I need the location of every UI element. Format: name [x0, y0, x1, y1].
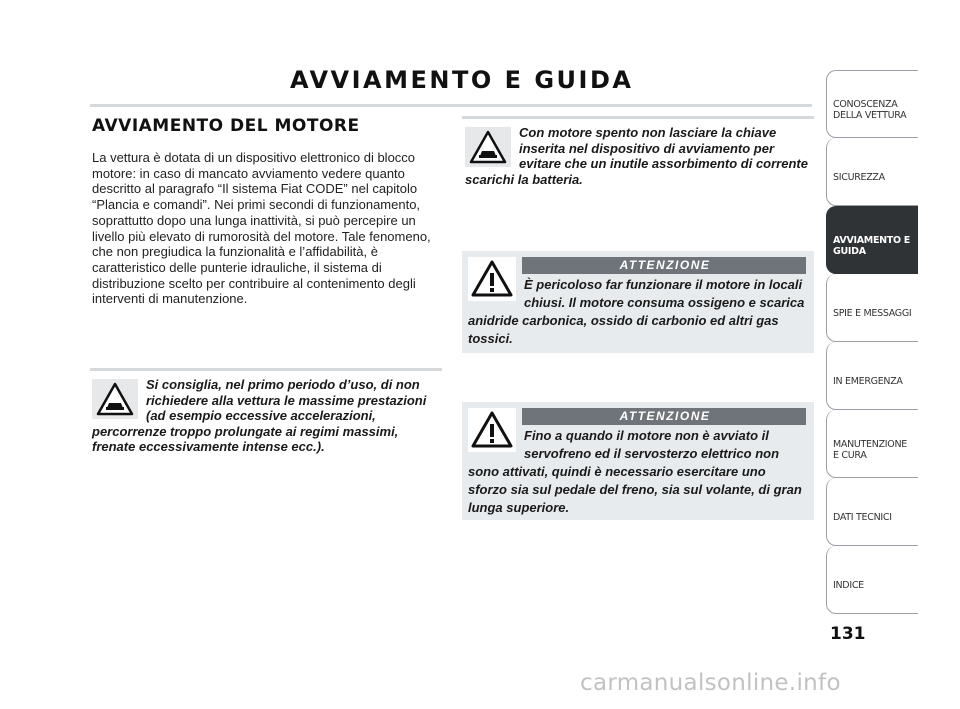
warning-label: ATTENZIONE: [522, 257, 806, 274]
nav-tab-label: MANUTENZIONE E CURA: [833, 438, 907, 461]
nav-tab-label: CONOSCENZA DELLA VETTURA: [833, 99, 907, 121]
note-consiglio-text: Si consiglia, nel primo periodo d’uso, di non richiedere alla vettura le massime prestazioni (ad esempio eccessive accelerazioni, percorrenze troppo prolungate ai regimi massimi, frenate eccessivamente intense ecc.).: [92, 377, 427, 454]
car-hazard-icon: [92, 379, 138, 419]
car-hazard-icon: [465, 127, 511, 167]
nav-tab-emergenza[interactable]: [826, 342, 918, 410]
warning-text: È pericoloso far funzionare il motore in locali chiusi. Il motore consuma ossigeno e scarica anidride carbonica, ossido di carbonio ed altri gas tossici.: [468, 277, 805, 346]
warning-box: [462, 402, 814, 520]
chapter-nav: [826, 70, 918, 614]
warning-box: [462, 251, 814, 353]
warning-icon: [468, 257, 516, 301]
nav-tab-avviamento[interactable]: [826, 206, 918, 274]
warning-icon: [468, 408, 516, 452]
nav-tab-sicurezza[interactable]: [826, 138, 918, 206]
note-consiglio: [92, 377, 442, 455]
note-divider: [462, 116, 814, 119]
warning-text: Fino a quando il motore non è avviato il servofreno ed il servosterzo elettrico non sono attivati, quindi è necessario esercitare uno sforzo sia sul pedale del freno, sia sul volante, di gran lunga superiore.: [468, 428, 802, 515]
nav-tab-label: IN EMERGENZA: [833, 376, 903, 387]
section-heading: AVVIAMENTO DEL MOTORE: [92, 116, 360, 136]
note-motore-spento-text: Con motore spento non lasciare la chiave inserita nel dispositivo di avviamento per evitare che un inutile assorbimento di corrente scarichi la batteria.: [465, 125, 808, 187]
nav-tab-label: SPIE E MESSAGGI: [833, 308, 912, 319]
nav-tab-label: DATI TECNICI: [833, 512, 892, 523]
warning-label: ATTENZIONE: [522, 408, 806, 425]
page-title: AVVIAMENTO E GUIDA: [290, 66, 634, 94]
page-number: 131: [830, 624, 866, 644]
note-motore-spento: [465, 125, 810, 187]
nav-tab-indice[interactable]: [826, 546, 918, 614]
nav-tab-manutenzione[interactable]: [826, 410, 918, 478]
note-divider: [90, 368, 442, 371]
title-divider: [90, 104, 812, 107]
nav-tab-label: SICUREZZA: [833, 172, 885, 183]
watermark: carmanualsonline.info: [580, 670, 841, 696]
nav-tab-label: INDICE: [833, 580, 864, 591]
nav-tab-dati-tecnici[interactable]: [826, 478, 918, 546]
nav-tab-spie[interactable]: [826, 274, 918, 342]
nav-tab-conoscenza[interactable]: [826, 70, 918, 138]
nav-tab-label: AVVIAMENTO E GUIDA: [833, 234, 910, 257]
section-body: La vettura è dotata di un dispositivo elettronico di blocco motore: in caso di mancato avviamento vedere quanto descritto al paragrafo “Il sistema Fiat CODE” nel capitolo “Plancia e comandi”. Nei primi secondi di funzionamento, soprattutto dopo una lunga inattività, si può percepire un livello più elevato di rumorosità del motore. Tale fenomeno, che non pregiudica la funzionalità e l’affidabilità, è caratteristico delle punterie idrauliche, il sistema di distribuzione scelto per contribuire al contenimento degli interventi di manutenzione.: [92, 150, 431, 307]
